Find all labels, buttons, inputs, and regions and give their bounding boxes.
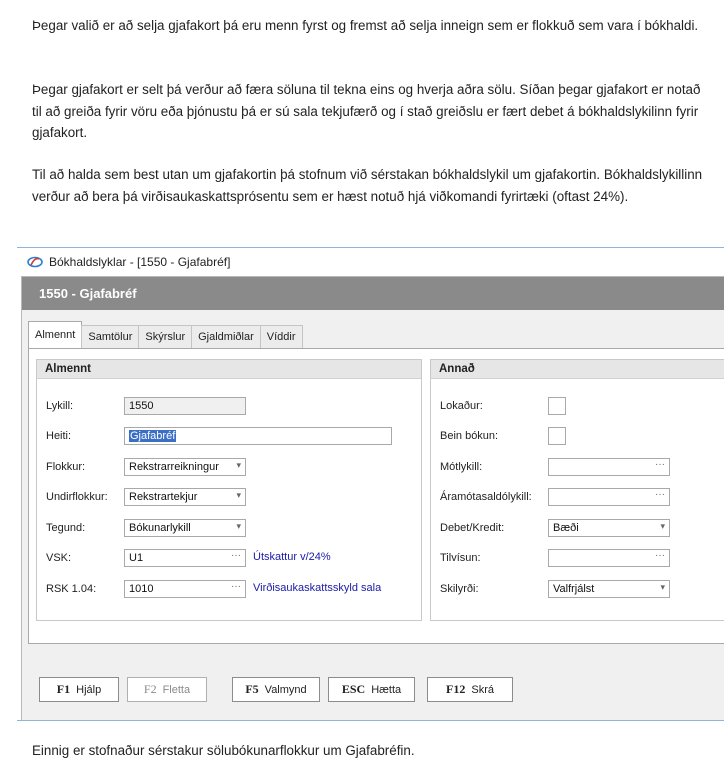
name-label: Heiti:: [46, 430, 72, 442]
cancel-key: ESC: [341, 682, 366, 696]
condition-label: Skilyrði:: [440, 583, 479, 595]
vat-label: VSK:: [46, 552, 72, 564]
type-label: Tegund:: [46, 522, 86, 534]
general-group-title: Almennt: [37, 360, 421, 379]
counter-account-lookup[interactable]: [548, 458, 670, 476]
type-value: Bókunarlykill: [129, 522, 191, 534]
reference-lookup[interactable]: [548, 549, 670, 567]
chevron-down-icon: ▾: [236, 460, 241, 470]
name-input[interactable]: [124, 427, 392, 445]
subcategory-value: Rekstrartekjur: [129, 491, 198, 503]
browse-button[interactable]: [127, 677, 207, 702]
category-label: Flokkur:: [46, 461, 86, 473]
tab-currencies[interactable]: Gjaldmiðlar: [191, 325, 261, 348]
ellipsis-icon[interactable]: ···: [231, 581, 241, 592]
window-title: Bókhaldslyklar - [1550 - Gjafabréf]: [49, 255, 231, 269]
ellipsis-icon[interactable]: ···: [655, 489, 665, 500]
closed-label: Lokaður:: [440, 400, 483, 412]
other-group: [430, 359, 724, 621]
rsk-label: RSK 1.04:: [46, 583, 97, 595]
rsk-value: 1010: [129, 583, 154, 595]
counter-account-label: Mótlykill:: [440, 461, 483, 473]
subcategory-select[interactable]: [124, 488, 246, 506]
menu-key: F5: [245, 682, 259, 696]
account-key-label: Lykill:: [46, 400, 74, 412]
vat-description: Útskattur v/24%: [253, 551, 331, 563]
debit-credit-select[interactable]: [548, 519, 670, 537]
closing-paragraph: Einnig er stofnaður sérstakur sölubókunarflokkur um Gjafabréfin.: [32, 743, 415, 758]
account-key-value: 1550: [129, 400, 154, 412]
year-end-account-label: Áramótasaldólykill:: [440, 491, 532, 503]
vat-lookup[interactable]: [124, 549, 246, 567]
name-value: Gjafabréf: [130, 430, 176, 442]
chevron-down-icon: ▾: [660, 521, 665, 531]
subcategory-label: Undirflokkur:: [46, 491, 108, 503]
rsk-lookup[interactable]: [124, 580, 246, 598]
button-bar: [22, 657, 724, 721]
reference-label: Tilvísun:: [440, 552, 481, 564]
help-key: F1: [56, 682, 71, 696]
intro-paragraph: Þegar valið er að selja gjafakort þá eru menn fyrst og fremst að selja inneign sem er flokkuð sem vara í bókhaldi.: [32, 18, 699, 33]
save-key: F12: [446, 682, 466, 696]
debit-credit-value: Bæði: [553, 522, 579, 534]
ellipsis-icon[interactable]: ···: [231, 550, 241, 561]
app-logo-icon: [27, 256, 43, 268]
save-label: Skrá: [471, 683, 494, 696]
tab-strip: [28, 321, 302, 348]
screenshot-frame: [17, 247, 724, 721]
vat-value: U1: [129, 552, 144, 564]
tab-general[interactable]: Almennt: [28, 321, 82, 348]
tab-totals[interactable]: Samtölur: [81, 325, 139, 348]
window-titlebar: [17, 248, 724, 276]
account-window: [21, 276, 724, 721]
condition-select[interactable]: [548, 580, 670, 598]
menu-button[interactable]: [232, 677, 320, 702]
ellipsis-icon[interactable]: ···: [655, 550, 665, 561]
explanation-paragraph: Þegar gjafakort er selt þá verður að færa söluna til tekna eins og hverja aðra sölu. Síðan þegar gjafakort er notað til að greiða fyrir vöru eða þjónustu þá er sú sala tekjufærð og í stað greiðslu er fært debet á bókhaldslykilinn fyrir gjafakort.: [32, 82, 701, 140]
tab-panel-general: [28, 348, 724, 644]
tab-reports[interactable]: Skýrslur: [138, 325, 192, 348]
rsk-description: Virðisaukaskattsskyld sala: [253, 582, 382, 594]
year-end-account-lookup[interactable]: [548, 488, 670, 506]
browse-label: Fletta: [162, 683, 191, 696]
type-select[interactable]: [124, 519, 246, 537]
tab-dimensions[interactable]: Víddir: [260, 325, 303, 348]
category-value: Rekstrarreikningur: [129, 461, 219, 473]
account-key-field[interactable]: [124, 397, 246, 415]
help-button[interactable]: [39, 677, 119, 702]
closed-checkbox[interactable]: [548, 397, 566, 415]
debit-credit-label: Debet/Kredit:: [440, 522, 505, 534]
cancel-button[interactable]: [328, 677, 415, 702]
category-select[interactable]: [124, 458, 246, 476]
chevron-down-icon: ▾: [660, 582, 665, 592]
condition-value: Valfrjálst: [553, 583, 595, 595]
ellipsis-icon[interactable]: ···: [655, 459, 665, 470]
direct-posting-label: Bein bókun:: [440, 430, 499, 442]
account-paragraph: Til að halda sem best utan um gjafakortin þá stofnum við sérstakan bókhaldslykil um gjafakortin. Bókhaldslykillinn verður að bera þá virðisaukaskattsprósentu sem er hæst notuð hjá viðkomandi fyrirtæki (oftast 24%).: [32, 167, 703, 204]
help-label: Hjálp: [76, 683, 102, 696]
other-group-title: Annað: [431, 360, 724, 379]
chevron-down-icon: ▾: [236, 490, 241, 500]
chevron-down-icon: ▾: [236, 521, 241, 531]
direct-posting-checkbox[interactable]: [548, 427, 566, 445]
cancel-label: Hætta: [371, 683, 402, 696]
browse-key: F2: [143, 682, 157, 696]
save-button[interactable]: [427, 677, 513, 702]
record-header: 1550 - Gjafabréf: [22, 277, 724, 310]
general-group: [36, 359, 422, 621]
menu-label: Valmynd: [264, 683, 307, 696]
